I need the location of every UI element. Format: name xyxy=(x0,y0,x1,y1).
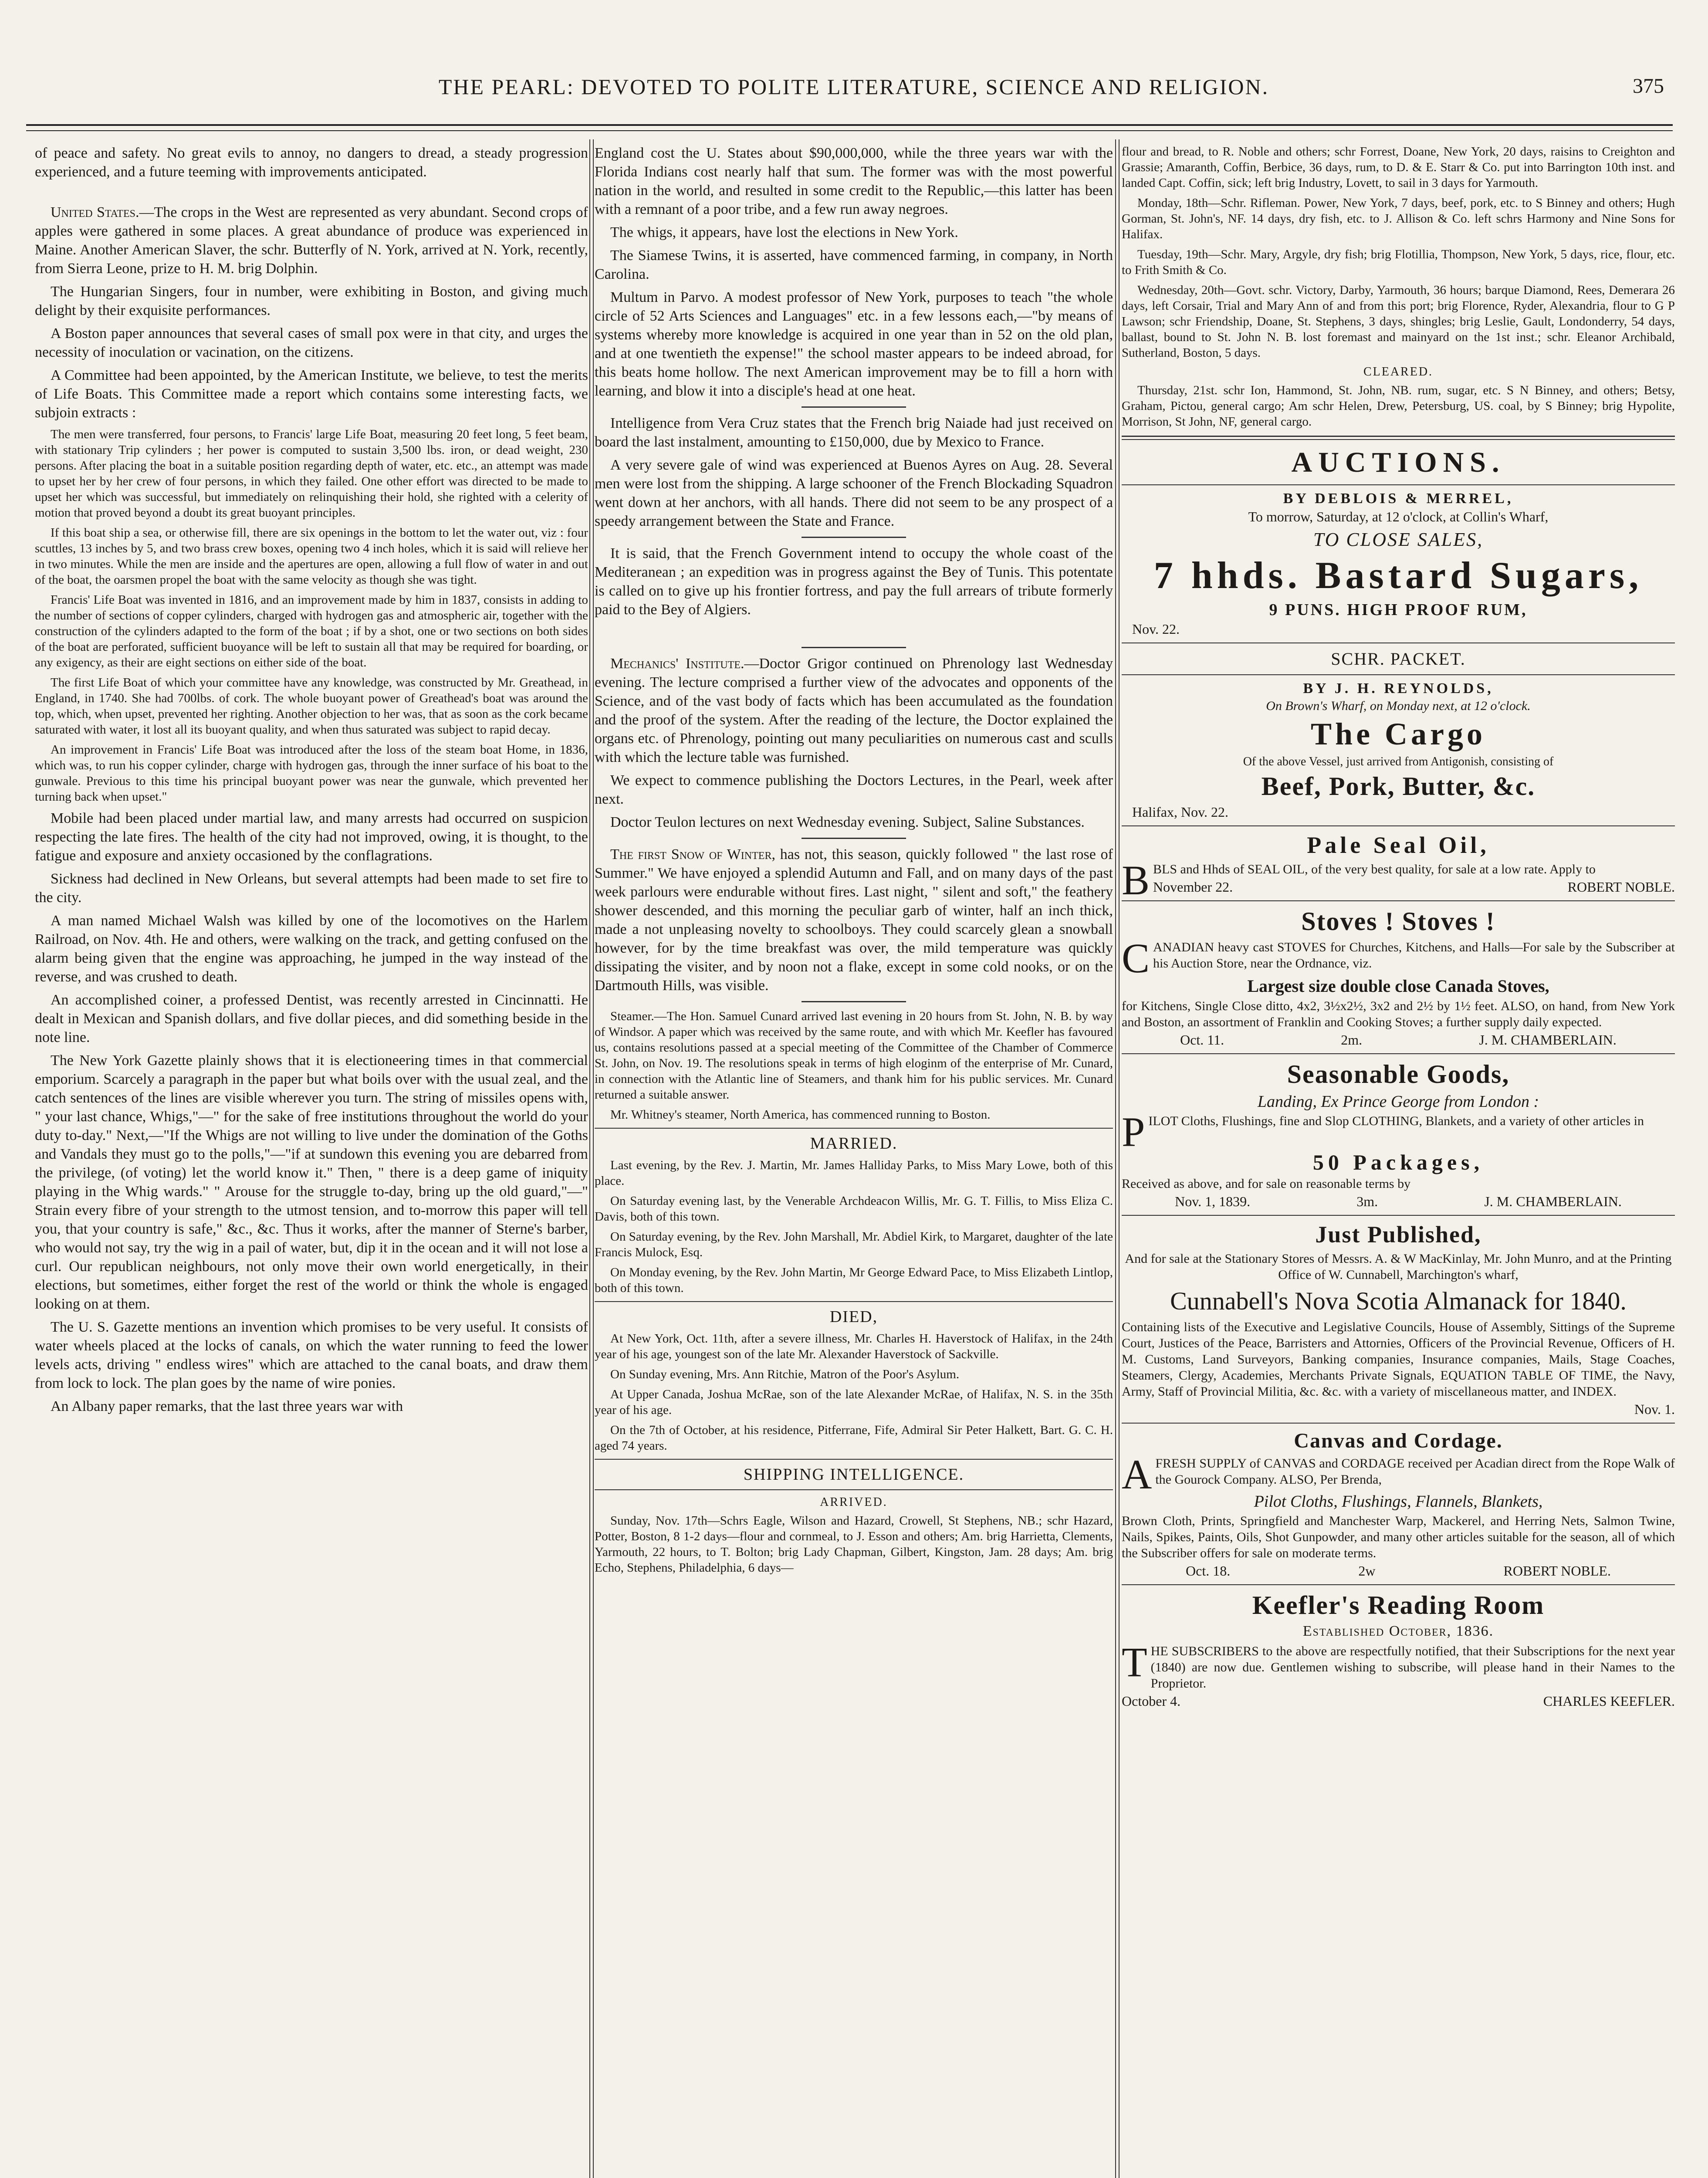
seasonable-packages: 50 Packages, xyxy=(1312,1150,1484,1174)
paragraph-life-boat-4: The first Life Boat of which your committee have any knowledge, was constructed by Mr. Greathead, in England, in 1740. She had 700lbs. of cork. The whole buoyant power of Greathead's boat was around the top, which, when upset, prevented her righting. Another objection to her was, that as soon as the cork became saturated with water, it lost all its buoyant quality, and when thus saturated was subject to rapid decay. xyxy=(35,676,588,737)
separator-rule xyxy=(802,537,906,538)
seal-oil-footer xyxy=(1153,879,1675,895)
paragraph-life-boats-intro: A Committee had been appointed, by the American Institute, we believe, to test the merits of Life Boats. This Committee made a report which contains some interesting facts, we subjoin extracts : xyxy=(35,367,588,421)
paragraph-buenos-ayres: A very severe gale of wind was experienced at Buenos Ayres on Aug. 28. Several men were lost from the shipping. A large schooner of the French Blockading Squadron went down at her anchors, with all hands. There did not seem to be any prospect of a speedy arrangement between the State and France. xyxy=(595,457,1113,529)
canvas-term: 2w xyxy=(1358,1563,1376,1579)
section-label-united-states: United States. xyxy=(51,204,139,220)
separator-rule xyxy=(1122,674,1675,675)
paragraph-coiner: An accomplished coiner, a professed Dentist, was recently arrested in Cincinnatti. He dealt in Mexican and Spanish dollars, and five dollar pieces, and did something beside in the note line. xyxy=(35,992,588,1045)
almanack-date: Nov. 1. xyxy=(1634,1401,1675,1417)
paragraph-opening: of peace and safety. No great evils to annoy, no dangers to dread, a steady progression experienced, and a future teeming with improvements anticipated. xyxy=(35,145,588,180)
paragraph-hungarian-singers: The Hungarian Singers, four in number, were exhibiting in Boston, and giving much delight by their exquisite performances. xyxy=(35,284,588,318)
paragraph-siamese-twins: The Siamese Twins, it is asserted, have commenced farming, in company, in North Carolina. xyxy=(595,247,1113,282)
seasonable-body xyxy=(1122,1109,1675,1155)
arrival-entry: Wednesday, 20th—Govt. schr. Victory, Darby, Yarmouth, 36 hours; barque Diamond, Rees, Demerara 26 days, left Corsair, Trial and Mary Ann of and from this port; brig Florence, Ryder, Alexandria, flour to G P Lawson; schr Friendship, Doane, St. Stephens, 3 days, shingles; brig Leslie, Gault, Londonderry, 54 days, ballast, bound to St. John N. B. lost foremast and mainyard on the 1st inst.; schr. Eleanor Archibald, Sutherland, Boston, 5 days. xyxy=(1122,283,1675,360)
separator-rule xyxy=(1122,1053,1675,1054)
paragraph-albany: An Albany paper remarks, that the last three years war with xyxy=(51,1398,403,1414)
canvas-body xyxy=(1122,1451,1675,1498)
packet-vessel: Of the above Vessel, just arrived from Antigonish, consisting of xyxy=(1243,755,1554,768)
page-number: 375 xyxy=(1633,74,1664,98)
stoves-body xyxy=(1122,935,1675,981)
separator-rule xyxy=(595,1489,1113,1490)
separator-rule xyxy=(802,647,906,648)
section-label-first-snow: The first Snow of Winter, xyxy=(610,846,775,862)
died-entry: On Sunday evening, Mrs. Ann Ritchie, Matron of the Poor's Asylum. xyxy=(610,1367,960,1381)
died-entry: At Upper Canada, Joshua McRae, son of the late Alexander McRae, of Halifax, N. S. in the 35th year of his age. xyxy=(595,1387,1113,1417)
packet-goods: Beef, Pork, Butter, &c. xyxy=(1261,772,1536,801)
seal-oil-signer: ROBERT NOBLE. xyxy=(1567,879,1675,895)
auction-sugars: 7 hhds. Bastard Sugars, xyxy=(1153,555,1643,597)
heading-just-published: Just Published, xyxy=(1315,1221,1481,1248)
reading-room-established: Established October, 1836. xyxy=(1302,1623,1494,1639)
cleared-entry: Thursday, 21st. schr Ion, Hammond, St. John, NB. rum, sugar, etc. S N Binney, and others; Betsy, Graham, Pictou, general cargo; Am schr Helen, Drew, Petersburg, US. coal, by S Binney; brig Hypolite, Morrison, St John, NF, general cargo. xyxy=(1122,383,1675,429)
seasonable-terms: Received as above, and for sale on reasonable terms by xyxy=(1122,1177,1411,1191)
seasonable-term: 3m. xyxy=(1356,1194,1378,1209)
heading-canvas-cordage: Canvas and Cordage. xyxy=(1294,1429,1503,1452)
column-right xyxy=(1122,144,1675,2178)
separator-rule xyxy=(595,1459,1113,1460)
paragraph-war-cost: England cost the U. States about $90,000,000, while the three years war with the Florida Indians cost nearly half that sum. The former was with the most powerful nation in the world, and resulted in some credit to the Republic,—this latter has been with a remnant of a poor tribe, and a few run away negroes. xyxy=(595,145,1113,217)
paragraph-small-pox: A Boston paper announces that several cases of small pox were in that city, and urges the necessity of inoculation or vacination, on the citizens. xyxy=(35,325,588,360)
seal-oil-text: BLS and Hhds of SEAL OIL, of the very best quality, for sale at a low rate. Apply to xyxy=(1153,862,1596,876)
reading-room-body xyxy=(1122,1639,1675,1691)
auction-rum: 9 PUNS. HIGH PROOF RUM, xyxy=(1269,601,1528,619)
reading-room-date: October 4. xyxy=(1122,1693,1181,1709)
separator-rule xyxy=(1122,1584,1675,1585)
paragraph-wire-ponies: The U. S. Gazette mentions an invention which promises to be very useful. It consists of water wheels placed at the locks of canals, on which the water running to feed the lower levels acts, driving " endless wires" which are attached to the canal boats, and draw them from lock to lock. The plan goes by the name of wire ponies. xyxy=(35,1319,588,1391)
separator-rule xyxy=(1122,484,1675,485)
seasonable-dropcap: P xyxy=(1122,1109,1145,1155)
paragraph-doctors-lectures: We expect to commence publishing the Doctors Lectures, in the Pearl, week after next. xyxy=(595,772,1113,807)
canvas-date: Oct. 18. xyxy=(1186,1563,1231,1579)
paragraph-mobile: Mobile had been placed under martial law, and many arrests had occurred on suspicion respecting the late fires. The health of the city had not improved, owing, it is thought, to the fatigue and exposure and anxiety occasioned by the conflagrations. xyxy=(35,810,588,864)
united-states-text: —The crops in the West are represented as very abundant. Second crops of apples were gathered in some places. A great abundance of produce was experienced in Maine. Another American Slaver, the schr. Butterfly of N. York, arrived at N. York, recently, from Sierra Leone, prize to H. M. brig Dolphin. xyxy=(35,204,588,277)
paragraph-multum-in-parvo: Multum in Parvo. A modest professor of New York, purposes to teach "the whole circle of 52 Arts Sciences and Languages" etc. in a few lessons each,—"by means of systems whereby more knowledge is acquired in one year than in 52 on the old plan, and at one twentieth the expense!" the school master appears to be indeed abroad, for this beats home hollow. The next American improvement may be to fill a horn with learning, and blow it into a disciple's head at one heat. xyxy=(595,289,1113,399)
canvas-text: FRESH SUPPLY of CANVAS and CORDAGE received per Acadian direct from the Rope Walk of the Gourock Company. ALSO, Per Brenda, xyxy=(1155,1456,1675,1487)
seasonable-date: Nov. 1, 1839. xyxy=(1175,1194,1251,1209)
heading-stoves: Stoves ! Stoves ! xyxy=(1301,907,1495,936)
married-entry: On Monday evening, by the Rev. John Martin, Mr George Edward Pace, to Miss Elizabeth Lintlop, both of this town. xyxy=(595,1265,1113,1295)
separator-rule xyxy=(1122,1423,1675,1424)
column-divider xyxy=(1115,139,1120,2178)
stoves-signer: J. M. CHAMBERLAIN. xyxy=(1479,1032,1617,1048)
died-entry: At New York, Oct. 11th, after a severe illness, Mr. Charles H. Haverstock of Halifax, in the 24th year of his age, youngest son of the late Mr. Alexander Haverstock of Sackville. xyxy=(595,1332,1113,1361)
auction-byline: BY DEBLOIS & MERREL, xyxy=(1283,490,1514,507)
separator-rule xyxy=(595,1301,1113,1302)
first-snow-text: has not, this season, quickly followed " the last rose of Summer." We have enjoyed a splendid Autumn and Fall, and on many days of the past week parlours were endurable without fires. Last night, " silent and soft," the feathery shower descended, and this morning the peculiar garb of winter, half an inch thick, made a not unpleasing novelty to schoolboys. They could scarcely glean a snowball however, for by the time breakfast was over, the mild temperature was quickly dissipating the visiter, and by noon not a flake, except in some cold nooks, or on the Dartmouth Hills, was visible. xyxy=(595,846,1113,994)
arrival-entry: Monday, 18th—Schr. Rifleman. Power, New York, 7 days, beef, pork, etc. to S Binney and others; Hugh Gorman, St. John's, NF. 14 days, dry fish, etc. to J. Allison & Co. left schrs Harmony and Nine Sons for Halifax. xyxy=(1122,196,1675,241)
packet-time: On Brown's Wharf, on Monday next, at 12 o'clock. xyxy=(1266,699,1531,713)
paragraph-life-boat-1: The men were transferred, four persons, to Francis' large Life Boat, measuring 20 feet long, 5 feet beam, with stationary Trip cylinders ; her power is computed to sustain 3,500 lbs. iron, or dead weight, 230 persons. After placing the boat in a suitable position regarding depth of water, etc. etc., an attempt was made to upset her by her crew of four persons, in which they failed. One other effort was directed to be made to upset her which was successful, but immediately on relinquishing their hold, she righted with a celerity of motion that proved beyond a doubt its great buoyant principles. xyxy=(35,427,588,520)
almanack-title: Cunnabell's Nova Scotia Almanack for 1840. xyxy=(1170,1287,1627,1315)
stoves-term: 2m. xyxy=(1341,1032,1363,1048)
packet-cargo: The Cargo xyxy=(1311,717,1486,751)
seasonable-text: ILOT Cloths, Flushings, fine and Slop CLOTHING, Blankets, and a variety of other articles in xyxy=(1148,1114,1644,1128)
separator-rule xyxy=(1122,900,1675,901)
heading-seasonable-goods: Seasonable Goods, xyxy=(1287,1060,1510,1089)
column-divider xyxy=(589,139,594,2178)
heading-shipping-intelligence: SHIPPING INTELLIGENCE. xyxy=(743,1465,964,1484)
stoves-footer xyxy=(1122,1032,1675,1048)
masthead xyxy=(44,74,1664,109)
paragraph-doctor-teulon: Doctor Teulon lectures on next Wednesday evening. Subject, Saline Substances. xyxy=(610,814,1085,830)
paragraph-mechanics-institute xyxy=(595,654,1113,767)
published-body: And for sale at the Stationary Stores of Messrs. A. & W MacKinlay, Mr. John Munro, and at the Printing Office of W. Cunnabell, Marchington's wharf, xyxy=(1125,1251,1672,1282)
arrival-entry: Tuesday, 19th—Schr. Mary, Argyle, dry fish; brig Flotillia, Thompson, New York, 5 days, rice, flour, etc. to Frith Smith & Co. xyxy=(1122,247,1675,277)
canvas-signer: ROBERT NOBLE. xyxy=(1503,1563,1611,1579)
masthead-title: THE PEARL: DEVOTED TO POLITE LITERATURE, SCIENCE AND RELIGION. xyxy=(438,74,1269,99)
section-label-mechanics: Mechanics' Institute. xyxy=(610,656,744,672)
separator-rule xyxy=(802,406,906,408)
heading-schr-packet: SCHR. PACKET. xyxy=(1331,649,1466,669)
paragraph-ny-gazette: The New York Gazette plainly shows that it is electioneering times in that commercial emporium. Scarcely a paragraph in the paper but what boils over with the usual zeal, and the catch sentences of the lines are visible wherever you turn. The string of missiles opens with, " your last chance, Whigs,"—" for the sake of free institutions throughout the world do your duty to-day." Next,—"If the Whigs are not willing to live under the domination of the Goths and Vandals they must go to the polls,"—"if at sundown this evening you are debarred from the privilege, (of voting) let the world know it." Then, " there is a deep game of iniquity playing in the Whig wards." " Arouse for the struggle to-day, bring up the old guard,"—" Strain every fibre of your strength to the utmost tension, and to-morrow this paper will tell you, that your country is safe," &c., &c. Thus it works, after the manner of Sterne's barber, who would not say, try the wig in a pail of water, but, dip it in the ocean and it will not lose a curl. Our republican neighbours, not only move their own world energetically, in their elections, but sometimes, either forget the rest of the world or think the whole is engaged looking on at them. xyxy=(35,1052,588,1312)
married-entry: On Saturday evening, by the Rev. John Marshall, Mr. Abdiel Kirk, to Margaret, daughter of the late Francis Mulock, Esq. xyxy=(595,1230,1113,1259)
canvas-italic-line: Pilot Cloths, Flushings, Flannels, Blankets, xyxy=(1254,1492,1543,1511)
auction-close-sales: TO CLOSE SALES, xyxy=(1313,529,1484,550)
stoves-subhead: Largest size double close Canada Stoves, xyxy=(1247,976,1549,996)
paragraph-michael-walsh: A man named Michael Walsh was killed by one of the locomotives on the Harlem Railroad, on Nov. 4th. He and others, were walking on the track, and getting confused on the alarm being given that the engine was approaching, he jumped in the way instead of the reverse, and was crushed to death. xyxy=(35,913,588,985)
seasonable-signer: J. M. CHAMBERLAIN. xyxy=(1484,1194,1622,1209)
mechanics-text: —Doctor Grigor continued on Phrenology last Wednesday evening. The lecture comprised a further view of the advocates and opponents of the Science, and of the vast body of facts which has been accumulated as the foundation and the proof of the system. After the reading of the lecture, the Doctor explained the organs etc. of Phrenology, pointing out many peculiarities on numerous cast and sculls with which the lecture table was furnished. xyxy=(595,656,1113,765)
separator-rule xyxy=(1122,436,1675,440)
paragraph-first-snow xyxy=(595,845,1113,995)
reading-room-text: HE SUBSCRIBERS to the above are respectfully notified, that their Subscriptions for the next year (1840) are now due. Gentlemen wishing to subscribe, will please hand in their Names to the Proprietor. xyxy=(1150,1644,1675,1691)
column-middle xyxy=(595,144,1113,2178)
stoves-body-2: for Kitchens, Single Close ditto, 4x2, 3½x2½, 3x2 and 2½ by 1½ feet. ALSO, on hand, from New York and Boston, an assortment of Franklin and Cooking Stoves; a further supply daily expected. xyxy=(1122,999,1675,1029)
canvas-footer xyxy=(1122,1563,1675,1579)
paragraph-new-orleans: Sickness had declined in New Orleans, but several attempts had been made to set fire to the city. xyxy=(35,871,588,906)
seal-oil-date: November 22. xyxy=(1153,879,1233,895)
spacer xyxy=(595,623,1113,641)
auction-date: Nov. 22. xyxy=(1132,621,1180,637)
reading-room-dropcap: T xyxy=(1122,1639,1147,1685)
arrival-entry: flour and bread, to R. Noble and others; schr Forrest, Doane, New York, 20 days, raisins to Creighton and Grassie; Amaranth, Coffin, Berbice, 36 days, rum, to D. & E. Starr & Co. put into Barrington 10th inst. and landed Capt. Coffin, sick; left brig Industry, Lovett, to sail in 3 days for Yarmouth. xyxy=(1122,145,1675,190)
died-entry: On the 7th of October, at his residence, Pitferrane, Fife, Admiral Sir Peter Halkett, Bart. G. C. H. aged 74 years. xyxy=(595,1423,1113,1453)
paragraph-life-boat-3: Francis' Life Boat was invented in 1816, and an improvement made by him in 1837, consists in adding to the number of sections of copper cylinders, charged with hydrogen gas and atmospheric air, together with the construction of the cylinders adapted to the form of the boat ; if by a shot, one or two sections on both sides of the boat are perforated, sufficient buoyance will be left to sustain all that may be required for boarding, or any exigency, as their are eight sections on either side of the boat. xyxy=(35,593,588,670)
heading-reading-room: Keefler's Reading Room xyxy=(1252,1591,1545,1620)
reading-room-signer: CHARLES KEEFLER. xyxy=(1543,1693,1675,1709)
stoves-date: Oct. 11. xyxy=(1180,1032,1224,1048)
heading-auctions: AUCTIONS. xyxy=(1291,446,1505,478)
separator-rule xyxy=(595,1128,1113,1129)
packet-date: Halifax, Nov. 22. xyxy=(1132,804,1228,820)
separator-rule xyxy=(1122,1215,1675,1216)
packet-byline: BY J. H. REYNOLDS, xyxy=(1303,680,1494,697)
arrival-entry: Sunday, Nov. 17th—Schrs Eagle, Wilson and Hazard, Crowell, St Stephens, NB.; schr Hazard, Potter, Boston, 8 1-2 days—flour and cornmeal, to J. Esson and others; Am. brig Harrietta, Clements, Yarmouth, 22 hours, to T. Bolton; brig Lady Chapman, Gilbert, Kingston, Jam. 28 days; Am. brig Echo, Stephens, Philadelphia, 6 days— xyxy=(595,1514,1113,1575)
seal-oil-dropcap: B xyxy=(1122,857,1150,903)
canvas-dropcap: A xyxy=(1122,1451,1152,1498)
heading-pale-seal-oil: Pale Seal Oil, xyxy=(1307,832,1490,858)
heading-arrived: ARRIVED. xyxy=(820,1495,888,1509)
married-entry: On Saturday evening last, by the Venerable Archdeacon Willis, Mr. G. T. Fillis, to Miss Eliza C. Davis, both of this town. xyxy=(595,1194,1113,1224)
stoves-dropcap: C xyxy=(1122,935,1150,981)
masthead-rule xyxy=(26,124,1673,131)
seasonable-footer xyxy=(1122,1194,1675,1210)
paragraph-steamer: Steamer.—The Hon. Samuel Cunard arrived last evening in 20 hours from St. John, N. B. by way of Windsor. A paper which was received by the same route, and with which Mr. Keefler has favoured us, contains resolutions passed at a special meeting of the Committee of the Chamber of Commerce St. John, on Nov. 19. The resolutions speak in terms of high eloginm of the enterprise of Mr. Cunard, in connection with the Atlantic line of Steamers, and thank him for his public services. Mr. Cunard returned a suitable answer. xyxy=(595,1009,1113,1102)
seasonable-landing: Landing, Ex Prince George from London : xyxy=(1257,1092,1539,1111)
paragraph-life-boat-5: An improvement in Francis' Life Boat was introduced after the loss of the steam boat Home, in 1836, which was, to run his copper cylinder, charge with hydrogen gas, through the inner surface of his boat to the gunwale. Previous to this time his principal buoyant power was near the gunwale, which prevented her turning back when upset." xyxy=(35,743,588,804)
almanack-footer xyxy=(1122,1401,1675,1417)
spacer xyxy=(35,186,588,203)
paragraph-vera-cruz: Intelligence from Vera Cruz states that the French brig Naiade had just received on board the last instalment, amounting to £150,000, due by Mexico to France. xyxy=(595,415,1113,450)
auction-time: To morrow, Saturday, at 12 o'clock, at Collin's Wharf, xyxy=(1248,509,1549,524)
heading-died: DIED, xyxy=(829,1308,878,1326)
separator-rule xyxy=(802,838,906,839)
paragraph-french-government: It is said, that the French Government intend to occupy the whole coast of the Mediteranean ; an expedition was in progress against the Bey of Tunis. This potentate is called on to give up his frontier fortress, and pay the full arrears of tribute formerly paid to the Bey of Algiers. xyxy=(595,545,1113,618)
paragraph-whigs: The whigs, it appears, have lost the elections in New York. xyxy=(610,224,958,240)
separator-rule xyxy=(802,1001,906,1002)
reading-room-footer xyxy=(1122,1693,1675,1709)
column-left xyxy=(35,144,588,2178)
paragraph-life-boat-2: If this boat ship a sea, or otherwise fill, there are six openings in the bottom to let the water out, viz : four scuttles, 13 inches by 5, and two brass crew boxes, opening two 4 inch holes, which it is said will relieve her in two minutes. While the men are inside and the apertures are open, allowing a full flow of water in and out of the boat, the oarsmen propel the boat with the same velocity as though she was tight. xyxy=(35,526,588,587)
heading-married: MARRIED. xyxy=(810,1134,898,1153)
canvas-body-2: Brown Cloth, Prints, Springfield and Manchester Warp, Mackerel, and Herring Nets, Salmon Twine, Nails, Spikes, Paints, Oils, Shot Gunpowder, and many other articles suitable for the season, all of which the Subscriber offers for sale on moderate terms. xyxy=(1122,1514,1675,1560)
stoves-text: ANADIAN heavy cast STOVES for Churches, Kitchens, and Halls—For sale by the Subscriber at his Auction Store, near the Ordnance, viz. xyxy=(1153,940,1675,971)
paragraph-united-states xyxy=(35,203,588,278)
heading-cleared: CLEARED. xyxy=(1363,365,1434,379)
separator-rule xyxy=(1122,825,1675,826)
almanack-body: Containing lists of the Executive and Legislative Councils, House of Assembly, Sittings of the Supreme Court, Justices of the Peace, Barristers and Attornies, Officers of the Provincial Revenue, Officers of H. M. Customs, Land Surveyors, Banking companies, Insurance companies, Mails, Stage Coaches, Steamers, Clergy, Academies, Merchants Private Signals, EQUATION TABLE OF TIME, the Navy, Army, Staff of Provincial Militia, &c. &c. with a variety of miscellaneous matter, and INDEX. xyxy=(1122,1320,1675,1399)
paragraph-whitney-steamer: Mr. Whitney's steamer, North America, has commenced running to Boston. xyxy=(610,1108,991,1122)
married-entry: Last evening, by the Rev. J. Martin, Mr. James Halliday Parks, to Miss Mary Lowe, both of this place. xyxy=(595,1158,1113,1188)
